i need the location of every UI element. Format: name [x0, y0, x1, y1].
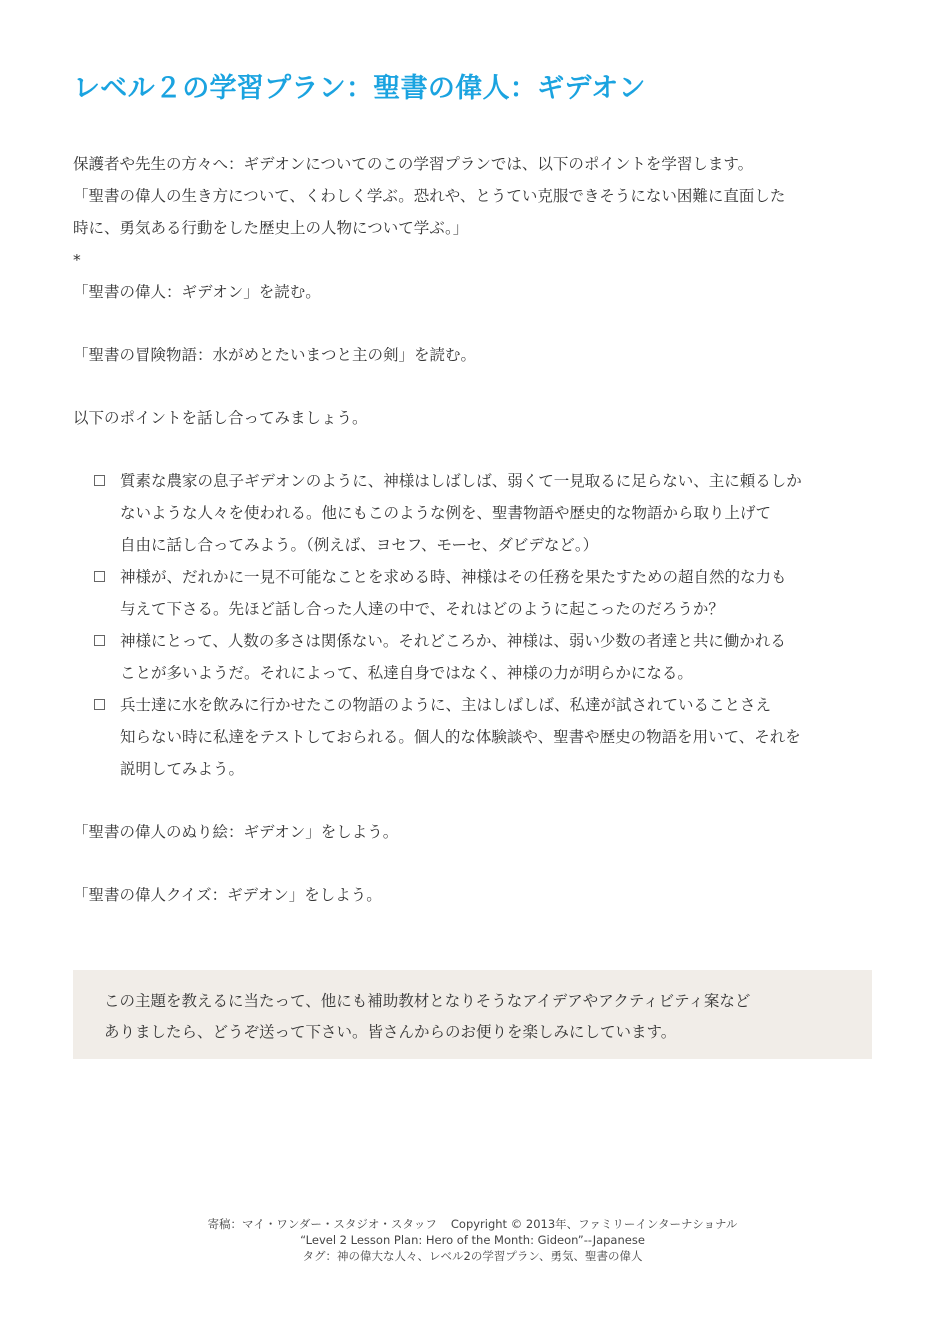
footer-source-title: “Level 2 Lesson Plan: Hero of the Month: Gideon”--Japanese	[300, 1233, 645, 1247]
footer-credit-row	[0, 1216, 945, 1232]
coloring-activity: 「聖書の偉人のぬり絵：ギデオン」をしよう。	[73, 823, 399, 841]
read-hero-story: 「聖書の偉人：ギデオン」を読む。	[73, 283, 321, 301]
point-line: 質素な農家の息子ギデオンのように、神様はしばしば、弱くて一見取るに足らない、主に頼るしか	[120, 472, 802, 490]
lesson-body	[73, 148, 873, 911]
point-line: 兵士達に水を飲みに行かせたこの物語のように、主はしばしば、私達が試されていることさえ	[120, 696, 772, 714]
intro-line-1: 保護者や先生の方々へ：ギデオンについてのこの学習プランでは、以下のポイントを学習します。	[73, 155, 754, 173]
feedback-note	[73, 970, 872, 1059]
discussion-intro: 以下のポイントを話し合ってみましょう。	[73, 409, 368, 427]
point-line: ことが多いようだ。それによって、私達自身ではなく、神様の力が明らかになる。	[120, 664, 693, 682]
point-line: 与えて下さる。先ほど話し合った人達の中で、それはどのように起こったのだろうか？	[120, 600, 724, 618]
point-line: 自由に話し合ってみよう。（例えば、ヨセフ、モーセ、ダビデなど。）	[120, 536, 599, 554]
quiz-activity: 「聖書の偉人クイズ：ギデオン」をしよう。	[73, 886, 382, 904]
page-title: レベル２の学習プラン：聖書の偉人：ギデオン	[73, 73, 646, 104]
read-adventure-story: 「聖書の冒険物語：水がめとたいまつと主の剣」を読む。	[73, 346, 477, 364]
discussion-point-1	[93, 465, 873, 561]
footer-tags: タグ：神の偉大な人々、レベル2の学習プラン、勇気、聖書の偉人	[302, 1249, 643, 1263]
point-line: 知らない時に私達をテストしておられる。個人的な体験談や、聖書や歴史の物語を用いて、それを	[120, 728, 801, 746]
asterisk-marker: *	[73, 251, 81, 269]
note-line-2: ありましたら、どうぞ送って下さい。皆さんからのお便りを楽しみにしています。	[104, 1023, 677, 1041]
point-line: ないような人々を使われる。他にもこのような例を、聖書物語や歴史的な物語から取り上げて	[120, 504, 772, 522]
discussion-point-2	[93, 561, 873, 625]
intro-line-3: 時に、勇気ある行動をした歴史上の人物について学ぶ。」	[73, 219, 469, 237]
checkbox-icon[interactable]	[94, 475, 105, 486]
page-footer	[0, 1216, 945, 1264]
point-line: 神様が、だれかに一見不可能なことを求める時、神様はその任務を果たすための超自然的な力も	[120, 568, 787, 586]
checkbox-icon[interactable]	[94, 571, 105, 582]
point-line: 説明してみよう。	[120, 760, 245, 778]
footer-copyright: Copyright © 2013年、ファミリーインターナショナル	[450, 1217, 738, 1231]
note-line-1: この主題を教えるに当たって、他にも補助教材となりそうなアイデアやアクティビティ案など	[104, 992, 751, 1010]
checkbox-icon[interactable]	[94, 635, 105, 646]
point-line: 神様にとって、人数の多さは関係ない。それどころか、神様は、弱い少数の者達と共に働かれる	[120, 632, 786, 650]
discussion-point-4	[93, 689, 873, 785]
checkbox-icon[interactable]	[94, 699, 105, 710]
footer-credit: 寄稿：マイ・ワンダー・スタジオ・スタッフ	[207, 1217, 437, 1231]
discussion-point-3	[93, 625, 873, 689]
intro-line-2: 「聖書の偉人の生き方について、くわしく学ぶ。恐れや、とうてい克服できそうにない困難に直面した	[73, 187, 786, 205]
discussion-points	[93, 465, 873, 785]
